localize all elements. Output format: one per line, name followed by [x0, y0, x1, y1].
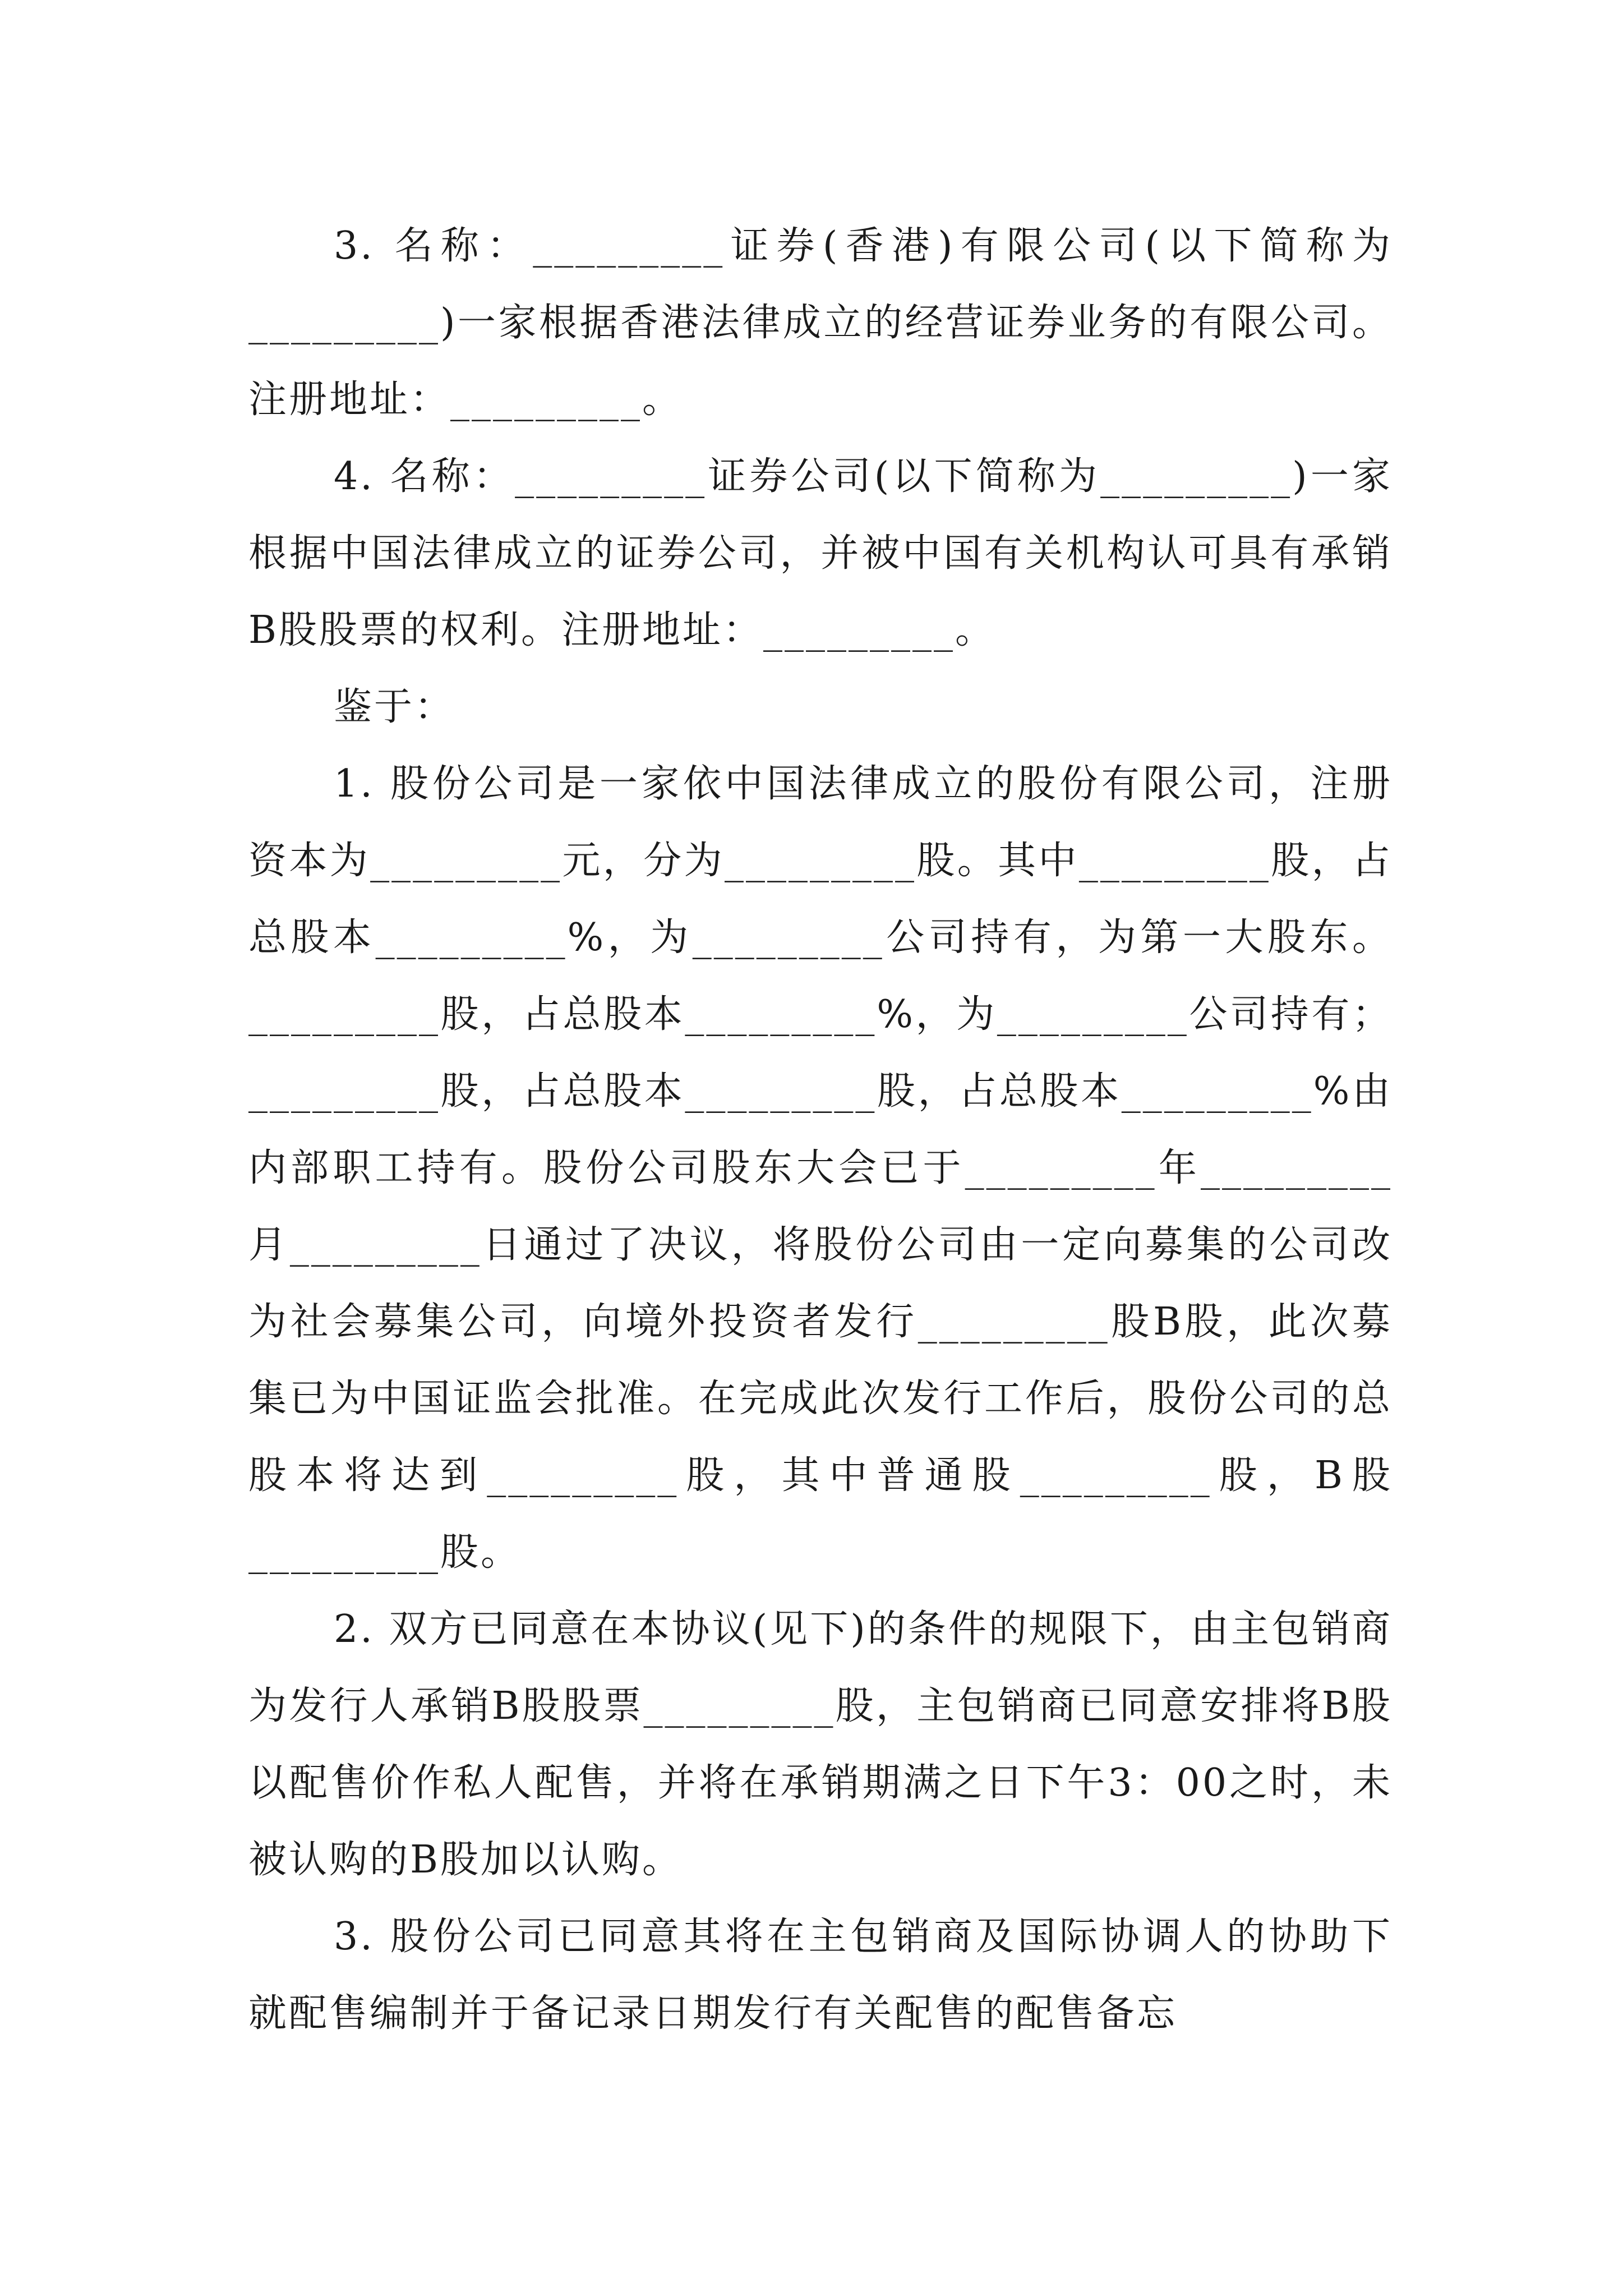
whereas-heading: 鉴于： [334, 685, 455, 729]
whereas-item-3: 3. 股份公司已同意其将在主包销商及国际协调人的协助下就配售编制并于备记录日期发行有关配售的配售备忘 [248, 1915, 1393, 2036]
whereas-item-1: 1. 股份公司是一家依中国法律成立的股份有限公司，注册资本为_________元，分为_________股。其中_________股，占总股本_________%，为_________公司持有，为第一大股东。_________股，占总股本_________%，为_________公司持有；_________股，占总股本_________股，占总股本_________%由内部职工持有。股份公司股东大会已于_________年_________月_________日通过了决议，将股份公司由一定向募集的公司改为社会募集公司，向境外投资者发行_________股B股，此次募集已为中国证监会批准。在完成此次发行工作后，股份公司的总股本将达到_________股，其中普通股_________股，B股_________股。 [248, 762, 1393, 1575]
whereas-item-2: 2. 双方已同意在本协议(见下)的条件的规限下，由主包销商为发行人承销B股股票_________股，主包销商已同意安排将B股以配售价作私人配售，并将在承销期满之日下午3：00之时，未被认购的B股加以认购。 [248, 1607, 1393, 1882]
clause-3-party-hk-securities: 3. 名称：_________证券(香港)有限公司(以下简称为_________)一家根据香港法律成立的经营证券业务的有限公司。注册地址：_________。 [248, 224, 1393, 422]
clause-4-party-securities-company: 4. 名称：_________证券公司(以下简称为_________)一家根据中国法律成立的证券公司，并被中国有关机构认可具有承销B股股票的权利。注册地址：_________。 [248, 454, 1393, 652]
document-body [248, 208, 1393, 2052]
